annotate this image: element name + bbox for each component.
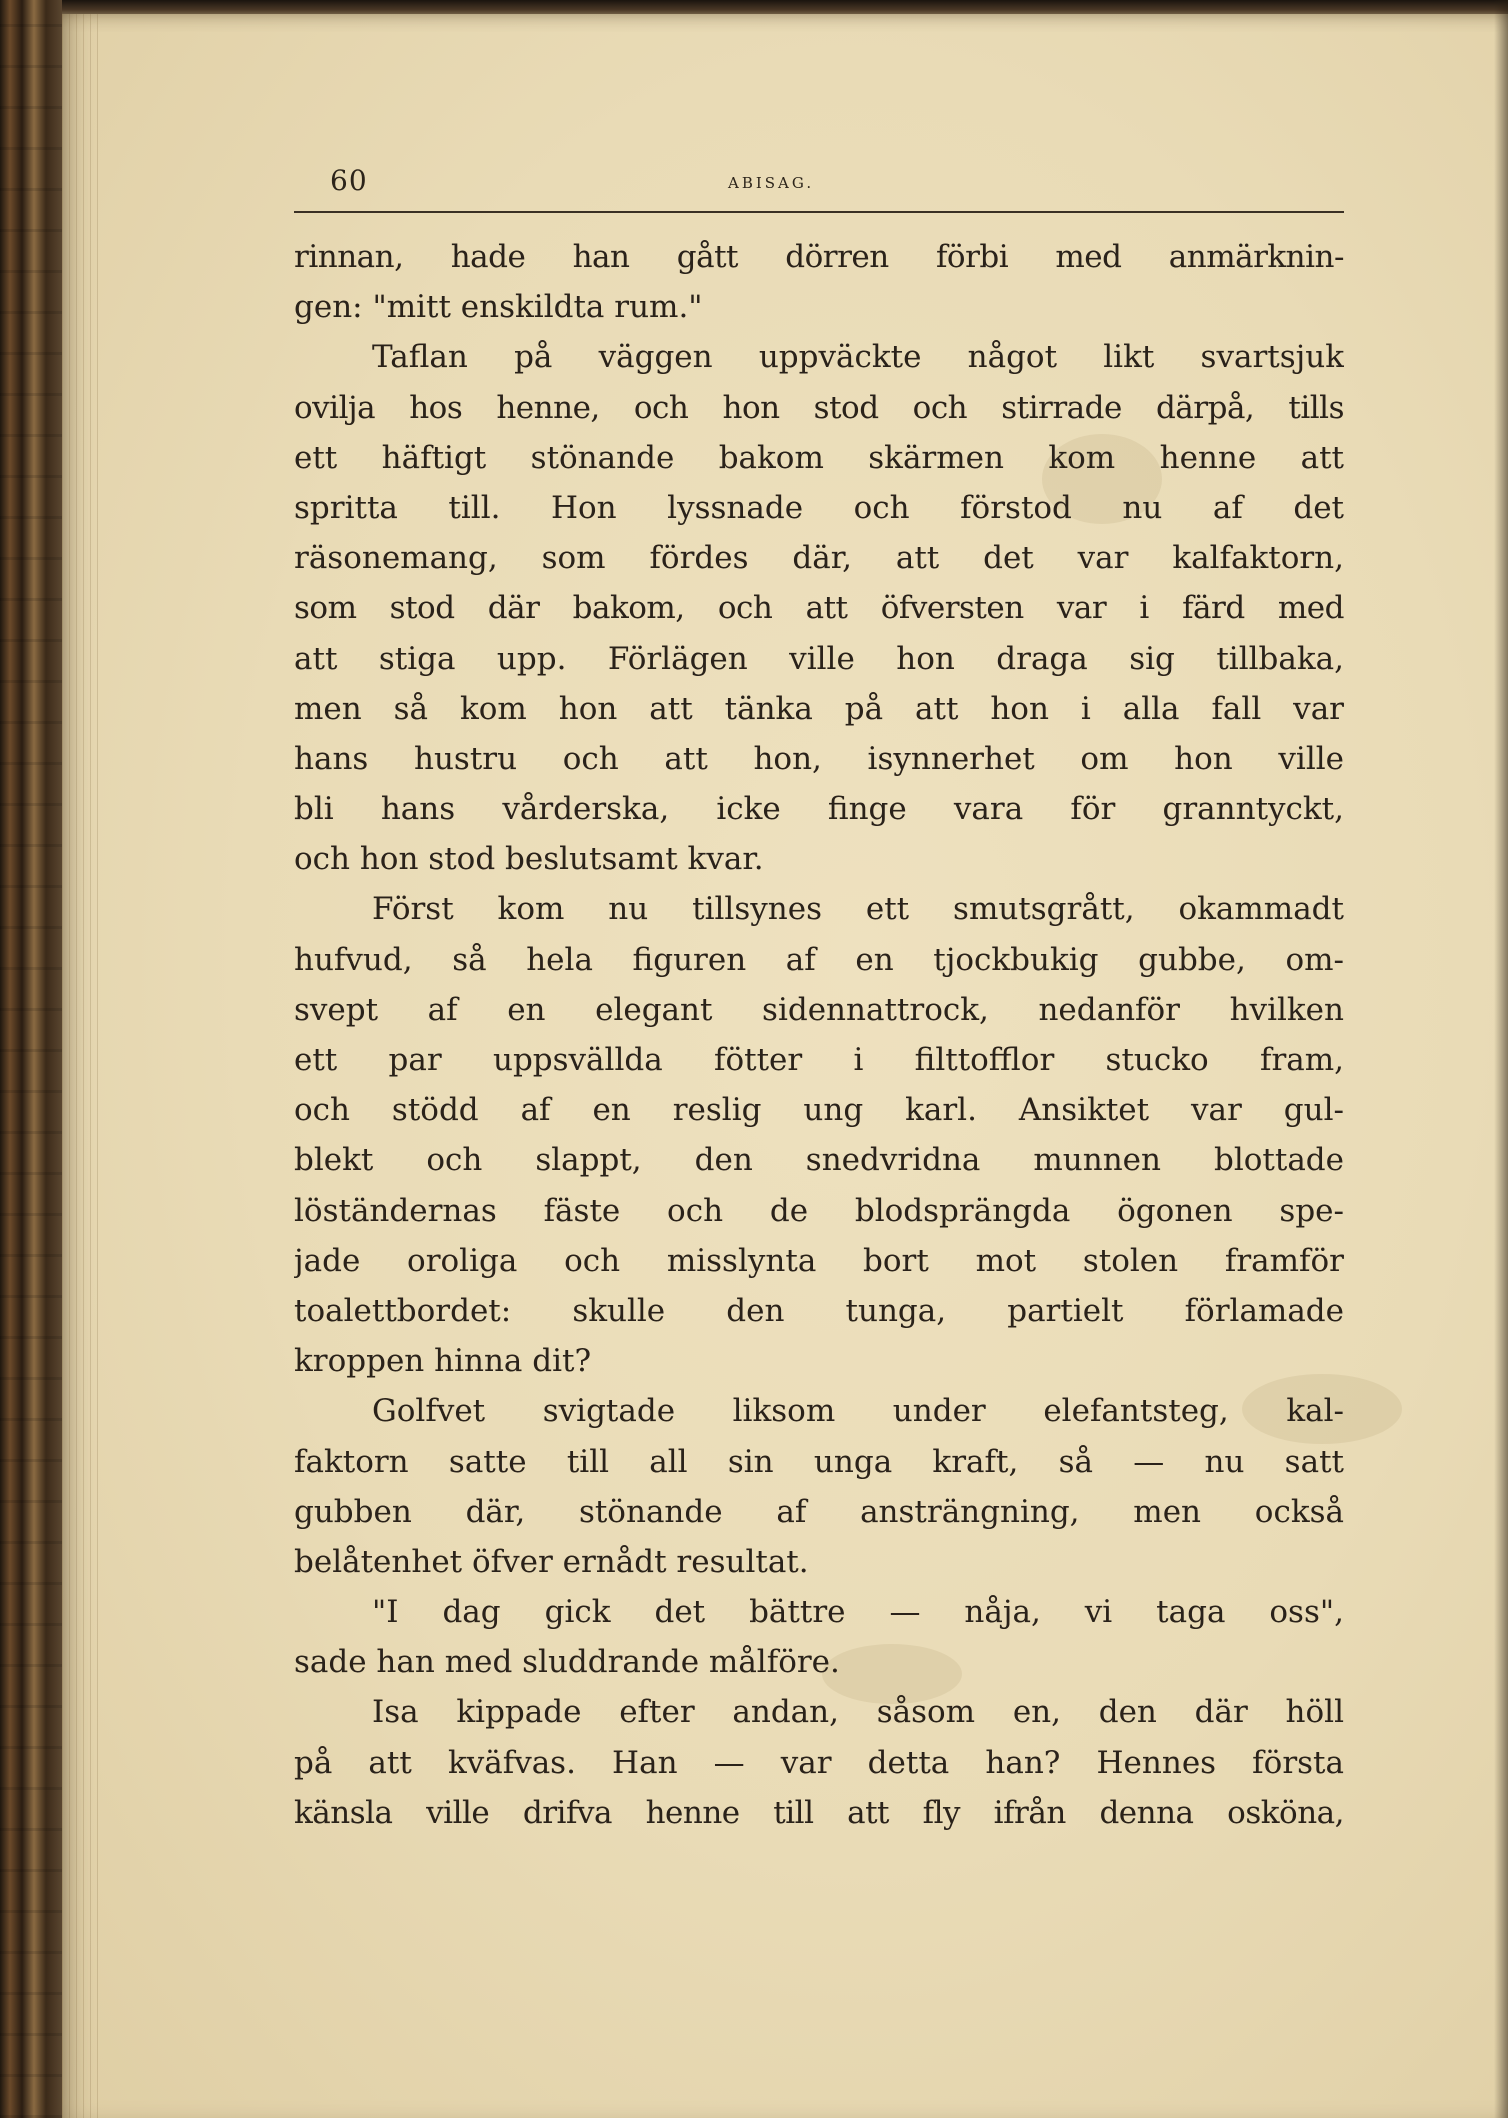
- text-line: faktorn satte till all sin unga kraft, så — nu satt: [294, 1443, 1344, 1480]
- text-line: som stod där bakom, och att öfversten var i färd med: [294, 590, 1344, 627]
- text-line: toalettbordet: skulle den tunga, partielt förlamade: [294, 1292, 1344, 1329]
- text-line: och stödd af en reslig ung karl. Ansiktet var gul-: [294, 1092, 1344, 1129]
- text-line: belåtenhet öfver ernådt resultat.: [294, 1543, 809, 1580]
- text-line: rinnan, hade han gått dörren förbi med anmärknin-: [294, 239, 1344, 275]
- book-binding: [0, 0, 62, 2118]
- text-line: att stiga upp. Förlägen ville hon draga sig tillbaka,: [294, 640, 1344, 677]
- text-line: känsla ville drifva henne till att fly ifrån denna osköna,: [294, 1794, 1344, 1831]
- page-stack-edge: [62, 14, 104, 2118]
- text-line: jade oroliga och misslynta bort mot stolen framför: [294, 1242, 1344, 1279]
- text-line: hans hustru och att hon, isynnerhet om hon ville: [294, 740, 1344, 777]
- text-line: löständernas fäste och de blodsprängda ögonen spe-: [294, 1192, 1344, 1229]
- text-line: hufvud, så hela figuren af en tjockbukig gubbe, om-: [294, 941, 1344, 978]
- text-line: Isa kippade efter andan, såsom en, den där höll: [372, 1694, 1344, 1731]
- text-line: ett häftigt stönande bakom skärmen kom henne att: [294, 439, 1344, 476]
- text-line: på att kväfvas. Han — var detta han? Hennes första: [294, 1744, 1344, 1781]
- text-line: spritta till. Hon lyssnade och förstod nu af det: [294, 489, 1344, 526]
- text-line: bli hans vårderska, icke finge vara för granntyckt,: [294, 791, 1344, 828]
- text-line: svept af en elegant sidennattrock, nedanför hvilken: [294, 991, 1344, 1028]
- text-line: gubben där, stönande af ansträngning, men också: [294, 1493, 1344, 1530]
- text-line: sade han med sluddrande målföre.: [294, 1644, 840, 1681]
- text-line: Taflan på väggen uppväckte något likt svartsjuk: [372, 339, 1344, 376]
- text-line: Golfvet svigtade liksom under elefantsteg, kal-: [372, 1393, 1344, 1430]
- text-line: Först kom nu tillsynes ett smutsgrått, okammadt: [372, 891, 1344, 928]
- page-header: [294, 164, 1344, 212]
- page-number: 60: [330, 164, 368, 197]
- text-line: "I dag gick det bättre — nåja, vi taga oss",: [372, 1594, 1344, 1631]
- body-text: [294, 232, 1344, 1838]
- header-rule: [294, 211, 1344, 213]
- text-line: kroppen hinna dit?: [294, 1343, 592, 1380]
- text-line: och hon stod beslutsamt kvar.: [294, 841, 764, 878]
- right-page-edge: [1494, 0, 1508, 2118]
- text-line: räsonemang, som fördes där, att det var kalfaktorn,: [294, 540, 1344, 577]
- text-line: ett par uppsvällda fötter i filttofflor stucko fram,: [294, 1042, 1344, 1078]
- text-line: gen: "mitt enskildta rum.": [294, 289, 703, 326]
- running-head: ABISAG.: [728, 174, 815, 192]
- text-line: blekt och slappt, den snedvridna munnen blottade: [294, 1142, 1344, 1179]
- text-line: ovilja hos henne, och hon stod och stirrade därpå, tills: [294, 389, 1344, 426]
- text-line: men så kom hon att tänka på att hon i alla fall var: [294, 690, 1344, 727]
